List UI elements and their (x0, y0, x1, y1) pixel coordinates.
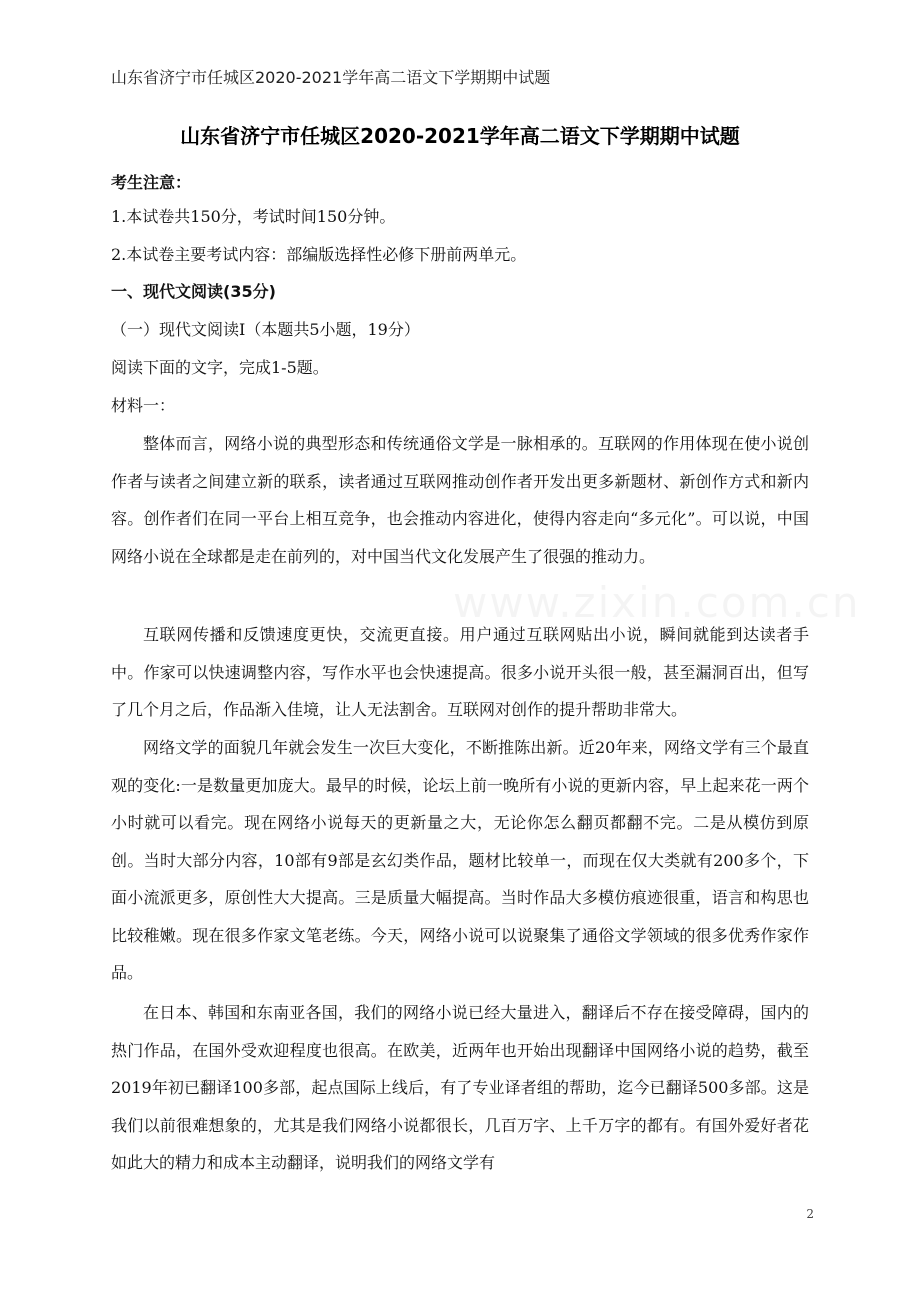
paragraph-4: 在日本、韩国和东南亚各国，我们的网络小说已经大量进入，翻译后不存在接受障碍，国内的热门作品，在国外受欢迎程度也很高。在欧美，近两年也开始出现翻译中国网络小说的趋势，截至2019年初已翻译100多部，起点国际上线后，有了专业译者组的帮助，迄今已翻译500多部。这是我们以前很难想象的，尤其是我们网络小说都很长，几百万字、上千万字的都有。有国外爱好者花如此大的精力和成本主动翻译，说明我们的网络文学有 (111, 1003, 809, 1172)
notice-item-2: 2.本试卷主要考试内容：部编版选择性必修下册前两单元。 (111, 245, 527, 264)
subsection-heading: （一）现代文阅读Ⅰ（本题共5小题，19分） (111, 320, 420, 339)
paragraph-1: 整体而言，网络小说的典型形态和传统通俗文学是一脉相承的。互联网的作用体现在使小说创作者与读者之间建立新的联系，读者通过互联网推动创作者开发出更多新题材、新创作方式和新内容。创作者们在同一平台上相互竞争，也会推动内容进化，使得内容走向“多元化”。可以说，中国网络小说在全球都是走在前列的，对中国当代文化发展产生了很强的推动力。 (111, 434, 809, 566)
notice-heading: 考生注意： (111, 173, 192, 192)
document-title: 山东省济宁市任城区2020-2021学年高二语文下学期期中试题 (180, 124, 740, 148)
page-number: 2 (806, 1207, 814, 1221)
watermark (453, 578, 861, 627)
paragraph-2: 互联网传播和反馈速度更快，交流更直接。用户通过互联网贴出小说，瞬间就能到达读者手中。作家可以快速调整内容，写作水平也会快速提高。很多小说开头很一般，甚至漏洞百出，但写了几个月之后，作品渐入佳境，让人无法割舍。互联网对创作的提升帮助非常大。 (111, 625, 809, 719)
material-label: 材料一： (111, 396, 176, 415)
notice-item-1: 1.本试卷共150分，考试时间150分钟。 (111, 207, 396, 226)
reading-instruction: 阅读下面的文字，完成1-5题。 (111, 358, 329, 377)
running-header: 山东省济宁市任城区2020-2021学年高二语文下学期期中试题 (111, 68, 551, 87)
section-heading: 一、现代文阅读(35分) (111, 282, 276, 301)
paragraph-3: 网络文学的面貌几年就会发生一次巨大变化，不断推陈出新。近20年来，网络文学有三个最直观的变化:一是数量更加庞大。最早的时候，论坛上前一晚所有小说的更新内容，早上起来花一两个小时就可以看完。现在网络小说每天的更新量之大，无论你怎么翻页都翻不完。二是从模仿到原创。当时大部分内容，10部有9部是玄幻类作品，题材比较单一，而现在仅大类就有200多个，下面小流派更多，原创性大大提高。三是质量大幅提高。当时作品大多模仿痕迹很重，语言和构思也比较稚嫩。现在很多作家文笔老练。今天，网络小说可以说聚集了通俗文学领域的很多优秀作家作品。 (111, 738, 809, 982)
